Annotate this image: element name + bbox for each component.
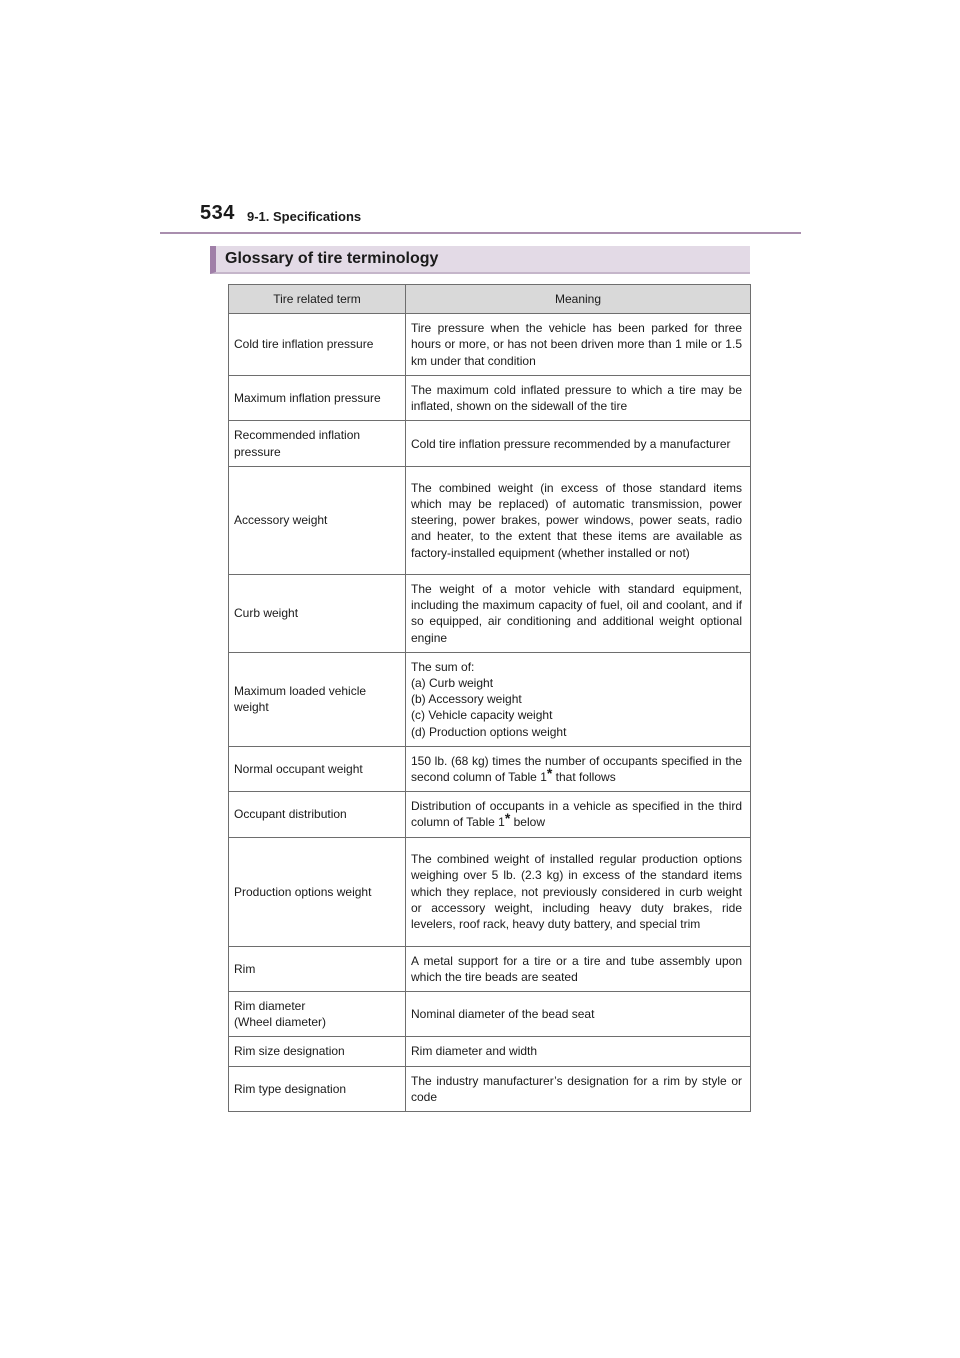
table-row <box>229 992 751 1037</box>
term-cell: Maximum inflation pressure <box>229 376 406 421</box>
term-cell: Rim <box>229 946 406 991</box>
page-number: 534 <box>200 202 235 224</box>
tire-terminology-table <box>228 284 751 1112</box>
section-title: Glossary of tire terminology <box>225 250 439 267</box>
table-row <box>229 314 751 376</box>
table-row <box>229 421 751 466</box>
meaning-cell: Cold tire inflation pressure recommended by a manufacturer <box>406 421 751 466</box>
term-cell: Accessory weight <box>229 466 406 574</box>
meaning-cell: The weight of a motor vehicle with standard equipment, including the maximum capacity of fuel, oil and coolant, and if so equipped, air conditioning and additional weight optional engine <box>406 574 751 652</box>
term-cell: Normal occupant weight <box>229 746 406 791</box>
meaning-cell: Nominal diameter of the bead seat <box>406 992 751 1037</box>
table-row <box>229 1066 751 1111</box>
meaning-cell <box>406 746 751 791</box>
column-header-meaning: Meaning <box>406 285 751 314</box>
meaning-cell <box>406 792 751 837</box>
meaning-cell: Rim diameter and width <box>406 1037 751 1066</box>
meaning-text-tail: that follows <box>552 770 616 785</box>
column-header-term: Tire related term <box>229 285 406 314</box>
table-row <box>229 746 751 791</box>
table-row <box>229 376 751 421</box>
meaning-cell: The sum of: (a) Curb weight (b) Accessory weight (c) Vehicle capacity weight (d) Production options weight <box>406 652 751 746</box>
meaning-cell: The combined weight (in excess of those standard items which may be replaced) of automatic transmission, power steering, power brakes, power windows, power seats, radio and heater, to the extent that these items are available as factory-installed equipment (whether installed or not) <box>406 466 751 574</box>
term-cell: Curb weight <box>229 574 406 652</box>
meaning-cell: Tire pressure when the vehicle has been parked for three hours or more, or has not been driven more than 1 mile or 1.5 km under that condition <box>406 314 751 376</box>
footnote-asterisk: * <box>546 765 553 782</box>
meaning-cell: The maximum cold inflated pressure to which a tire may be inflated, shown on the sidewall of the tire <box>406 376 751 421</box>
chapter-section-label: 9-1. Specifications <box>247 209 362 224</box>
meaning-cell: The combined weight of installed regular production options weighing over 5 lb. (2.3 kg) in excess of the standard items which they replace, not previously considered in curb weight or accessory weight, including heavy duty brakes, ride levelers, roof rack, heavy duty battery, and special trim <box>406 837 751 946</box>
table-row <box>229 466 751 574</box>
meaning-cell: A metal support for a tire or a tire and tube assembly upon which the tire beads are seated <box>406 946 751 991</box>
term-cell: Occupant distribution <box>229 792 406 837</box>
term-line: Rim diameter <box>234 999 306 1014</box>
table-row <box>229 652 751 746</box>
footnote-asterisk: * <box>504 810 511 827</box>
term-cell: Maximum loaded vehicle weight <box>229 652 406 746</box>
table-row <box>229 574 751 652</box>
meaning-text: 150 lb. (68 kg) times the number of occupants specified in the second column of Table 1 <box>411 753 742 785</box>
term-line: (Wheel diameter) <box>234 1015 327 1030</box>
meaning-cell: The industry manufacturer’s designation for a rim by style or code <box>406 1066 751 1111</box>
table-row <box>229 1037 751 1066</box>
table-row <box>229 837 751 946</box>
term-cell: Cold tire inflation pressure <box>229 314 406 376</box>
term-cell: Production options weight <box>229 837 406 946</box>
header-divider <box>160 232 801 234</box>
table-header-row <box>229 285 751 314</box>
meaning-text: Distribution of occupants in a vehicle as specified in the third column of Table 1 <box>411 799 742 830</box>
table-row <box>229 792 751 837</box>
table-row <box>229 946 751 991</box>
meaning-text-tail: below <box>510 815 545 830</box>
term-cell <box>229 992 406 1037</box>
term-cell: Rim type designation <box>229 1066 406 1111</box>
term-cell: Rim size designation <box>229 1037 406 1066</box>
section-heading-bar <box>210 246 750 274</box>
term-cell: Recommended inflation pressure <box>229 421 406 466</box>
